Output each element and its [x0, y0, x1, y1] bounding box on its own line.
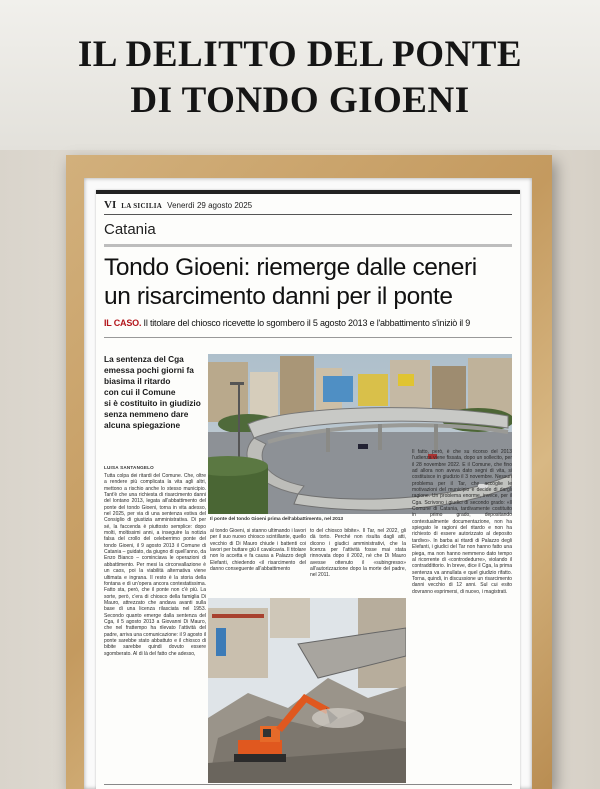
article-column-4 [412, 449, 512, 783]
summary-line: senza nemmeno dare [104, 409, 189, 419]
article-column-3 [310, 528, 406, 592]
newspaper-page [96, 190, 520, 789]
article-column-1 [104, 473, 206, 783]
article-text: al tondo Gioeni, si stanno ultimando i lavori per il suo nuovo chiosco scintillante, quello vecchio di Di Mauro chiude i battenti coi lavori per buttare giù il cavalcavia. Il titolare non lo accetta e fa causa a Palazzo degli Elefanti, chiedendo «il risarcimento del danno conseguente all'abbattimento [210, 528, 306, 573]
section-label: Catania [104, 221, 156, 238]
summary-line: biasima il ritardo [104, 376, 171, 386]
article-text: Il fatto, però, è che su ricorso del 2013 l'udienza viene fissata, dopo un sollecito, per il 28 novembre 2022. E il Comune, che fino ad allora non aveva dato segni di vita, si costituisce in giudizio il 3 novembre. Nessun problema per il Tar, che accoglie le motivazioni del municipio e decide di dargli ragione. Un problema enorme, invece, per il Cga. Scrivono i giudici di secondo grado: «Il Comune di Catania, tardivamente costituito in primo grado, depositando contestualmente documentazione, non ha spiegato le ragioni del ritardo e non ha richiesto di essere autorizzato al deposito tardivo». In barba ai ritardi di Palazzo degli Elefanti, i giudici del Tar non hanno fatto una piega, ma non hanno nemmeno dato tempo al ricorrente di «controdedurre», violando il contraddittorio. In breve, dice il Cga, la prima sentenza va annullata e quel giudizio rifatto. Torna, quindi, in discussione un risarcimento danni vecchio di 12 anni. Sul cui esito dovranno esprimersi, di nuovo, i magistrati. [412, 449, 512, 595]
headline-line-1: Tondo Gioeni: riemerge dalle ceneri [104, 254, 477, 281]
section-rule [104, 244, 512, 247]
page-footer-rule [104, 784, 512, 785]
title-banner [0, 0, 600, 150]
summary-line: si è costituito in giudizio [104, 398, 201, 408]
newspaper-name: LA SICILIA [121, 202, 163, 210]
summary-line: emessa pochi giorni fa [104, 365, 194, 375]
headline-line-2: un risarcimento danni per il ponte [104, 283, 453, 310]
demolition-illustration [208, 598, 406, 783]
kicker-rule [104, 337, 512, 338]
kicker-text: Il titolare del chiosco ricevette lo sgombero il 5 agosto 2013 e l'abbattimento s'iniziò il 9 [141, 318, 471, 328]
article-text: to del chiosco bibite». Il Tar, nel 2022, gli dà torto. Perché non risulta dagli atti, dicono i giudici amministrativi, che la licenza per l'attività fosse mai stata rinnovata dopo il 2002, né che Di Mauro avesse ottenuto il «subingresso» all'autorizzazione dopo la morte del padre, nel 2011. [310, 528, 406, 579]
article-summary [104, 354, 204, 431]
banner-title-line-1: IL DELITTO DEL PONTE [77, 34, 523, 75]
article-text: Tutta colpa dei ritardi del Comune. Che, oltre a rendere più complicata la vita agli altri, mettono a rischio anche lo stesso municipio. Tant'è che una richiesta di risarcimento danni del lontano 2013, legata all'abbattimento del ponte del tondo Gioeni, torna in vita adesso, nel 2025, per via di una sentenza estiva del Consiglio di giustizia amministrativa. Di per sé, la faccenda è piuttosto semplice: dopo molti, moltissimi anni, a inseguire la notizia falsa del crollo del celeberrimo ponte del tondo Gioeni, il 9 agosto 2013 il Comune di Catania – guidato, da giugno di quell'anno, da Enzo Bianco – cominciava le operazioni di abbattimento. Per mesi la circonvallazione è un caos, poi la viabilità alternativa viene ultimata e ingrana. Il resto è la storia della fontana e di un'opera ancora contestatissima. Fatto sta, però, che il ponte non c'è più. La sorte, però, c'era di chiosco della famiglia Di Mauro, attrezzato che andava avanti sulla base di una licenza rilasciata nel 1953. Secondo quanto emerge dalla sentenza del Cga, il 5 agosto 2013 a Giovanni Di Mauro, che nel frattempo ha rilevato l'attività del padre, arriva una comunicazione: il 9 agosto il ponte sarebbe stato abbattuto e il chiosco di bibite sarebbe quindi dovuto essere sgomberato. Al di là del fatto che adesso, [104, 473, 206, 657]
banner-title-line-2: DI TONDO GIOENI [130, 80, 470, 121]
summary-line: con cui il Comune [104, 387, 176, 397]
masthead [104, 199, 252, 213]
masthead-rule [104, 214, 512, 215]
page-number: VI [104, 199, 117, 211]
issue-date: Venerdì 29 agosto 2025 [167, 201, 253, 210]
article-headline [104, 253, 516, 311]
photo-caption: Il ponte del tondo Gioeni prima dell'abbattimento, nel 2013 [210, 517, 344, 522]
photo-demolition [208, 598, 406, 783]
paper-top-bar [96, 190, 520, 194]
article-column-2 [210, 528, 306, 592]
article-kicker [104, 318, 520, 328]
article-byline: LUISA SANTANGELO [104, 465, 154, 470]
summary-line: alcuna spiegazione [104, 420, 181, 430]
summary-line: La sentenza del Cga [104, 354, 184, 364]
kicker-label: IL CASO. [104, 318, 142, 328]
